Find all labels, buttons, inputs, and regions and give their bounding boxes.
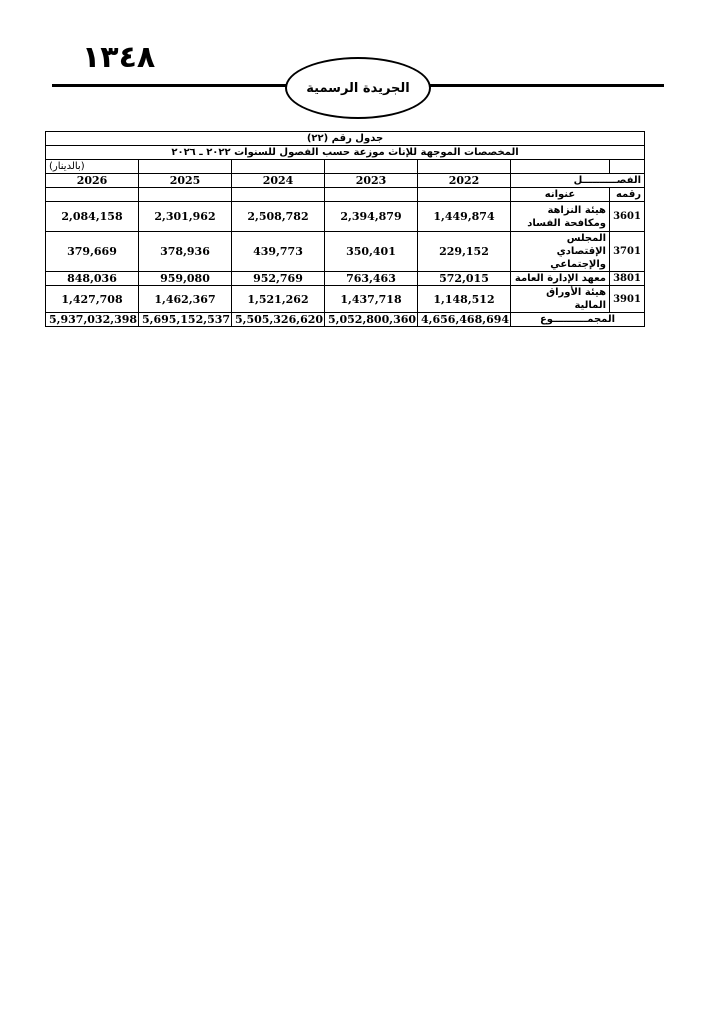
year-header: 2023 xyxy=(325,174,418,188)
value-cell: 2,301,962 xyxy=(139,202,232,232)
total-cell: 5,052,800,360 xyxy=(325,313,418,327)
value-cell: 350,401 xyxy=(325,232,418,272)
empty-cell xyxy=(139,188,232,202)
value-cell: 1,427,708 xyxy=(46,286,139,313)
value-cell: 1,462,367 xyxy=(139,286,232,313)
total-cell: 5,937,032,398 xyxy=(46,313,139,327)
year-header: 2024 xyxy=(232,174,325,188)
year-header: 2026 xyxy=(46,174,139,188)
value-cell: 848,036 xyxy=(46,272,139,286)
table-subtitle: المخصصات الموجهة للإناث موزعة حسب الفصول للسنوات ٢٠٢٢ ـ ٢٠٢٦ xyxy=(46,146,645,160)
empty-cell xyxy=(418,160,511,174)
chapter-title: هيئة الأوراق المالية xyxy=(511,286,610,313)
value-cell: 229,152 xyxy=(418,232,511,272)
gazette-title: الجريدة الرسمية xyxy=(285,57,431,119)
empty-cell xyxy=(232,160,325,174)
value-cell: 952,769 xyxy=(232,272,325,286)
empty-cell xyxy=(511,160,610,174)
chapter-title: معهد الإدارة العامة xyxy=(511,272,610,286)
empty-cell xyxy=(610,160,645,174)
total-cell: 4,656,468,694 xyxy=(418,313,511,327)
value-cell: 378,936 xyxy=(139,232,232,272)
empty-cell xyxy=(139,160,232,174)
value-cell: 2,394,879 xyxy=(325,202,418,232)
year-header: 2022 xyxy=(418,174,511,188)
value-cell: 959,080 xyxy=(139,272,232,286)
page-number: ١٣٤٨ xyxy=(82,40,156,75)
chapter-header: الفصــــــــــل xyxy=(511,174,645,188)
chapter-code: 3901 xyxy=(610,286,645,313)
unit-label: (بالدينار) xyxy=(46,160,139,174)
title-header: عنوانه xyxy=(511,188,610,202)
empty-cell xyxy=(418,188,511,202)
chapter-code: 3801 xyxy=(610,272,645,286)
empty-cell xyxy=(46,188,139,202)
value-cell: 763,463 xyxy=(325,272,418,286)
empty-cell xyxy=(325,160,418,174)
value-cell: 1,449,874 xyxy=(418,202,511,232)
value-cell: 1,148,512 xyxy=(418,286,511,313)
allocations-table xyxy=(45,131,644,327)
empty-cell xyxy=(232,188,325,202)
number-header: رقمه xyxy=(610,188,645,202)
value-cell: 1,521,262 xyxy=(232,286,325,313)
chapter-title: هيئة النزاهة ومكافحة الفساد xyxy=(511,202,610,232)
value-cell: 572,015 xyxy=(418,272,511,286)
total-cell: 5,695,152,537 xyxy=(139,313,232,327)
year-header: 2025 xyxy=(139,174,232,188)
total-label: المجمــــــــــوع xyxy=(511,313,645,327)
value-cell: 439,773 xyxy=(232,232,325,272)
value-cell: 1,437,718 xyxy=(325,286,418,313)
total-cell: 5,505,326,620 xyxy=(232,313,325,327)
value-cell: 2,508,782 xyxy=(232,202,325,232)
chapter-code: 3601 xyxy=(610,202,645,232)
chapter-code: 3701 xyxy=(610,232,645,272)
value-cell: 2,084,158 xyxy=(46,202,139,232)
empty-cell xyxy=(325,188,418,202)
value-cell: 379,669 xyxy=(46,232,139,272)
table-caption: جدول رقم (٢٢) xyxy=(46,132,645,146)
chapter-title: المجلس الإقتصادي والإجتماعي xyxy=(511,232,610,272)
